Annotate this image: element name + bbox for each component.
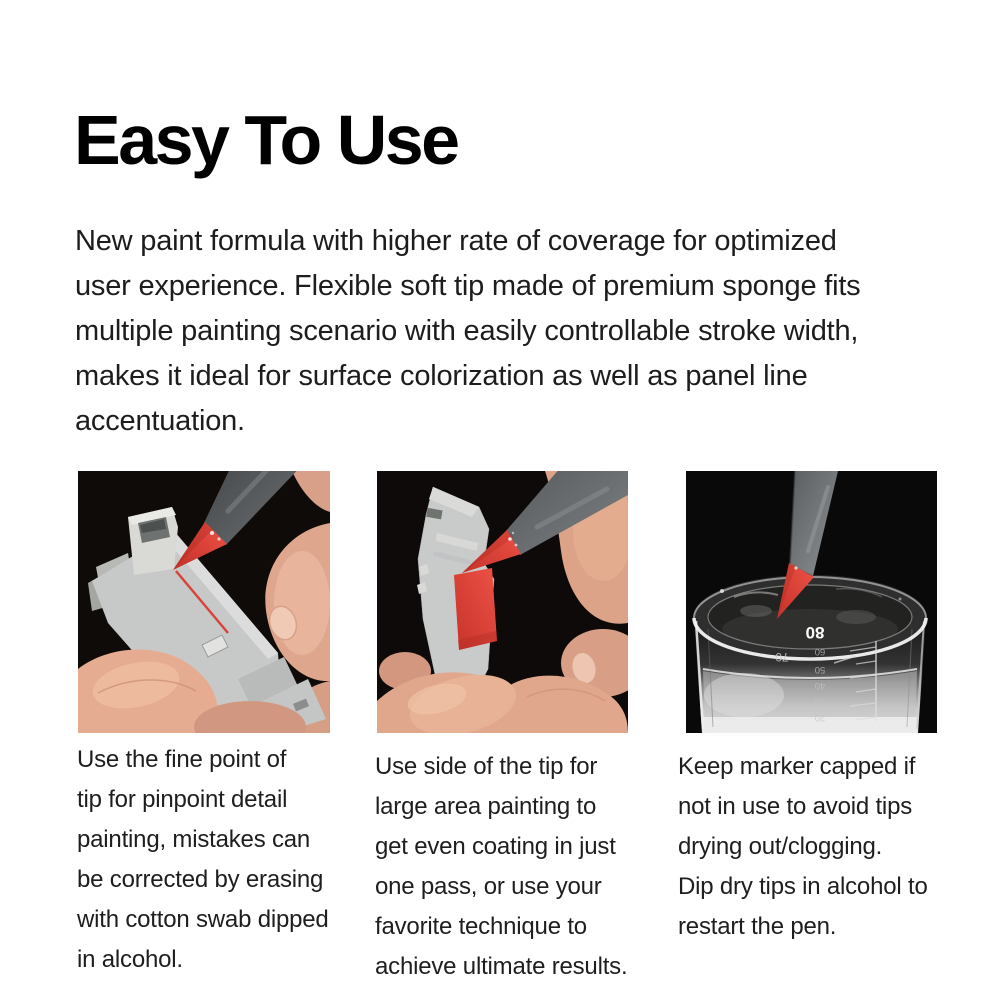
side-tip-photo-illustration [377, 471, 628, 733]
caption-line: be corrected by erasing [77, 866, 324, 893]
fine-point-photo-illustration [78, 471, 330, 733]
caption-fine-point [77, 740, 329, 980]
scale-label-80: 80 [805, 623, 825, 642]
caption-line: get even coating in just [375, 833, 616, 860]
caption-line: achieve ultimate results. [375, 953, 628, 980]
caption-line: with cotton swab dipped [77, 906, 329, 933]
caption-side-tip [375, 747, 627, 987]
scale-label: 20 [814, 712, 826, 723]
intro-paragraph [75, 219, 860, 444]
caption-line: drying out/clogging. [678, 833, 883, 860]
intro-line: New paint formula with higher rate of coverage for optimized [75, 225, 837, 257]
caption-line: one pass, or use your [375, 873, 602, 900]
scale-label: 50 [814, 664, 826, 675]
scale-label: 60 [814, 646, 826, 657]
caption-line: favorite technique to [375, 913, 587, 940]
intro-line: makes it ideal for surface colorization as well as panel line [75, 360, 808, 392]
scale-label-70: 70 [775, 650, 789, 664]
caption-line: in alcohol. [77, 946, 183, 973]
photo-fine-point-painting [78, 471, 330, 733]
page-title: Easy To Use [74, 101, 458, 179]
caption-line: Keep marker capped if [678, 753, 916, 780]
caption-line: Use side of the tip for [375, 753, 598, 780]
scale-label: 30 [814, 696, 826, 707]
intro-line: accentuation. [75, 405, 245, 437]
caption-line: large area painting to [375, 793, 597, 820]
intro-line: multiple painting scenario with easily controllable stroke width, [75, 315, 859, 347]
caption-line: not in use to avoid tips [678, 793, 913, 820]
intro-line: user experience. Flexible soft tip made of premium sponge fits [75, 270, 861, 302]
caption-line: Use the fine point of [77, 746, 287, 773]
glass-beaker [694, 575, 926, 733]
caption-line: restart the pen. [678, 913, 837, 940]
caption-line: tip for pinpoint detail [77, 786, 288, 813]
photo-marker-in-beaker [686, 471, 937, 733]
caption-keep-capped [678, 747, 928, 947]
beaker-photo-illustration [686, 471, 937, 733]
caption-line: painting, mistakes can [77, 826, 311, 853]
scale-label: 40 [814, 680, 826, 691]
caption-line: Dip dry tips in alcohol to [678, 873, 928, 900]
photo-side-tip-painting [377, 471, 628, 733]
